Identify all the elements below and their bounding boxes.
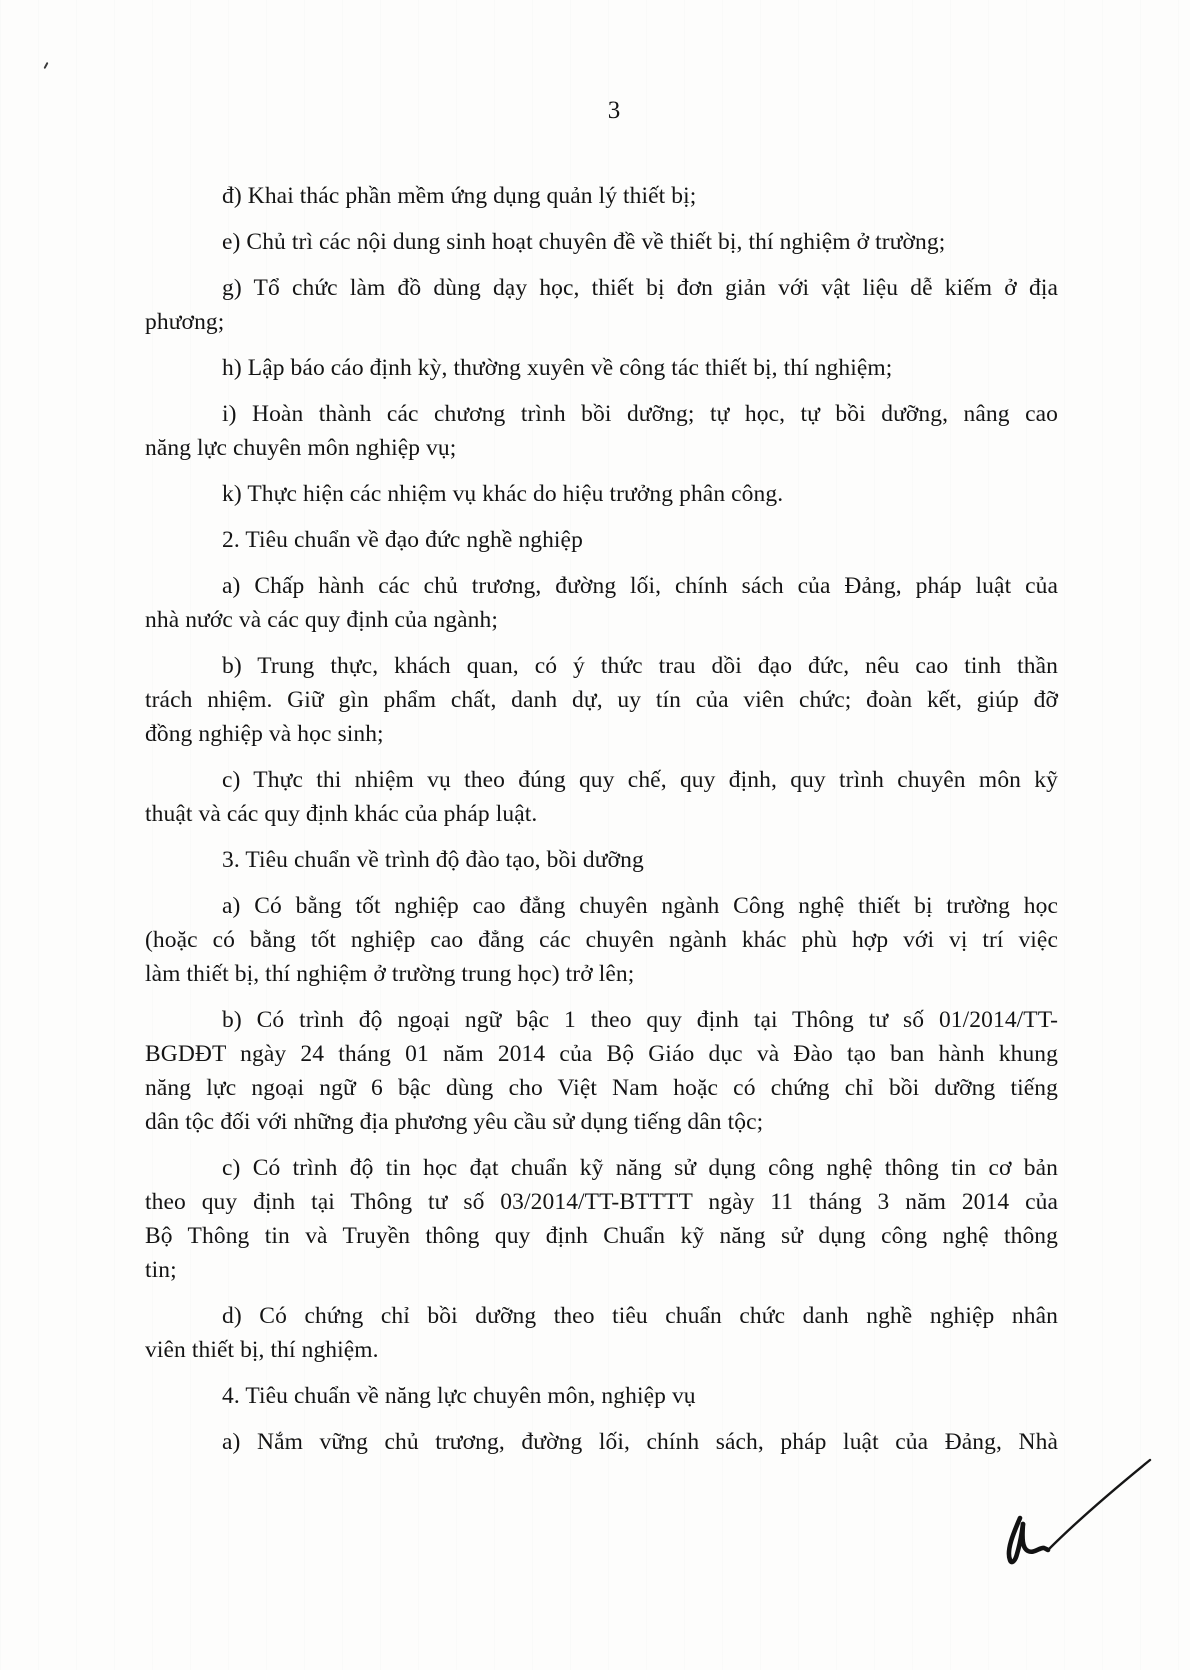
text-line: d) Có chứng chỉ bồi dưỡng theo tiêu chuẩn chức danh nghề nghiệp nhân	[222, 1303, 1058, 1329]
section-heading	[145, 843, 1058, 877]
text-line: a) Nắm vững chủ trương, đường lối, chính sách, pháp luật của Đảng, Nhà	[222, 1429, 1058, 1455]
page-number: 3	[607, 97, 621, 124]
text-line: e) Chủ trì các nội dung sinh hoạt chuyên đề về thiết bị, thí nghiệm ở trường;	[222, 229, 946, 255]
paragraph	[145, 351, 1058, 385]
text-line: đồng nghiệp và học sinh;	[145, 721, 384, 747]
text-line: (hoặc có bằng tốt nghiệp cao đẳng các chuyên ngành khác phù hợp với vị trí việc	[145, 927, 1058, 953]
paragraph	[145, 889, 1058, 991]
paragraph	[145, 271, 1058, 339]
paragraph	[145, 1425, 1058, 1459]
text-line: Bộ Thông tin và Truyền thông quy định Chuẩn kỹ năng sử dụng công nghệ thông	[145, 1223, 1058, 1249]
text-line: phương;	[145, 309, 225, 335]
text-line: h) Lập báo cáo định kỳ, thường xuyên về công tác thiết bị, thí nghiệm;	[222, 355, 893, 381]
text-line: g) Tổ chức làm đồ dùng dạy học, thiết bị đơn giản với vật liệu dễ kiếm ở địa	[222, 275, 1058, 301]
text-line: theo quy định tại Thông tư số 03/2014/TT-BTTTT ngày 11 tháng 3 năm 2014 của	[145, 1189, 1058, 1215]
text-line: nhà nước và các quy định của ngành;	[145, 607, 498, 633]
text-line: làm thiết bị, thí nghiệm ở trường trung học) trở lên;	[145, 961, 635, 987]
paragraph	[145, 225, 1058, 259]
text-line: k) Thực hiện các nhiệm vụ khác do hiệu trưởng phân công.	[222, 481, 784, 507]
text-line: trách nhiệm. Giữ gìn phẩm chất, danh dự, uy tín của viên chức; đoàn kết, giúp đỡ	[145, 687, 1058, 713]
text-line: b) Trung thực, khách quan, có ý thức trau dồi đạo đức, nêu cao tinh thần	[222, 653, 1058, 679]
section-heading	[145, 1379, 1058, 1413]
paragraph	[145, 477, 1058, 511]
paragraph	[145, 179, 1058, 213]
paragraph	[145, 649, 1058, 751]
paragraph	[145, 1151, 1058, 1287]
text-line: năng lực ngoại ngữ 6 bậc dùng cho Việt Nam hoặc có chứng chỉ bồi dưỡng tiếng	[145, 1075, 1058, 1101]
text-line: 2. Tiêu chuẩn về đạo đức nghề nghiệp	[222, 527, 583, 553]
text-line: dân tộc đối với những địa phương yêu cầu sử dụng tiếng dân tộc;	[145, 1109, 764, 1135]
text-line: BGDĐT ngày 24 tháng 01 năm 2014 của Bộ Giáo dục và Đào tạo ban hành khung	[145, 1041, 1058, 1067]
paragraph	[145, 569, 1058, 637]
text-line: b) Có trình độ ngoại ngữ bậc 1 theo quy định tại Thông tư số 01/2014/TT-	[222, 1007, 1058, 1033]
text-line: tin;	[145, 1257, 177, 1283]
text-line: a) Có bằng tốt nghiệp cao đẳng chuyên ngành Công nghệ thiết bị trường học	[222, 893, 1058, 919]
text-line: c) Thực thi nhiệm vụ theo đúng quy chế, quy định, quy trình chuyên môn kỹ	[222, 767, 1058, 793]
signature-mark-icon	[990, 1448, 1160, 1578]
text-line: 3. Tiêu chuẩn về trình độ đào tạo, bồi dưỡng	[222, 847, 644, 873]
text-line: c) Có trình độ tin học đạt chuẩn kỹ năng sử dụng công nghệ thông tin cơ bản	[222, 1155, 1058, 1181]
paragraph	[145, 1003, 1058, 1139]
paragraph	[145, 763, 1058, 831]
text-line: i) Hoàn thành các chương trình bồi dưỡng; tự học, tự bồi dưỡng, nâng cao	[222, 401, 1058, 427]
ink-speck-mark	[43, 62, 48, 69]
text-line: năng lực chuyên môn nghiệp vụ;	[145, 435, 457, 461]
document-body	[145, 179, 1058, 1459]
paragraph	[145, 1299, 1058, 1367]
text-line: thuật và các quy định khác của pháp luật.	[145, 801, 538, 827]
text-line: đ) Khai thác phần mềm ứng dụng quản lý thiết bị;	[222, 183, 697, 209]
text-line: a) Chấp hành các chủ trương, đường lối, chính sách của Đảng, pháp luật của	[222, 573, 1058, 599]
text-line: 4. Tiêu chuẩn về năng lực chuyên môn, nghiệp vụ	[222, 1383, 696, 1409]
paragraph	[145, 397, 1058, 465]
text-line: viên thiết bị, thí nghiệm.	[145, 1337, 379, 1363]
section-heading	[145, 523, 1058, 557]
